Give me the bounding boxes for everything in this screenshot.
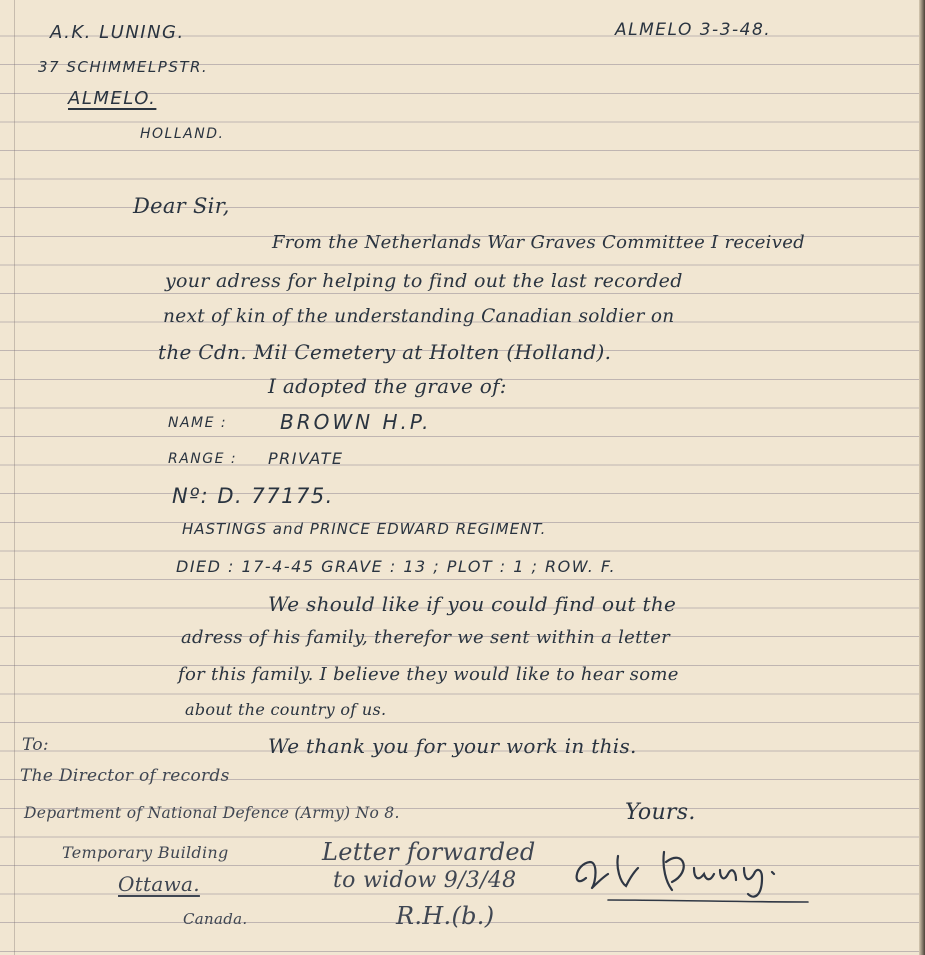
sender-country: HOLLAND.	[140, 126, 225, 142]
annotation-line-1: Letter forwarded	[322, 838, 536, 866]
addressee-line-1: The Director of records	[20, 766, 230, 786]
closing-line-2: adress of his family, therefor we sent within a letter	[181, 627, 671, 648]
body-line-3: next of kin of the understanding Canadian soldier on	[163, 306, 675, 327]
grave-number: Nº: D. 77175.	[172, 484, 334, 508]
addressee-line-3: Temporary Building	[62, 843, 229, 862]
closing-line-1: We should like if you could find out the	[268, 592, 677, 616]
grave-died-location: DIED : 17-4-45 GRAVE : 13 ; PLOT : 1 ; ROW. F.	[176, 557, 617, 576]
addressee-line-4: Ottawa.	[118, 872, 200, 896]
body-line-4: the Cdn. Mil Cemetery at Holten (Holland).	[158, 340, 612, 364]
signature-scribble	[568, 838, 813, 908]
closing-line-3: for this family. I believe they would like to hear some	[178, 664, 679, 685]
letter-date: ALMELO 3-3-48.	[615, 20, 772, 40]
addressee-line-2: Department of National Defence (Army) No 8.	[24, 804, 400, 822]
annotation-initials: R.H.(b.)	[396, 902, 495, 930]
grave-rank-label: RANGE :	[168, 451, 238, 467]
salutation: Dear Sir,	[133, 194, 230, 218]
closing-line-4: about the country of us.	[185, 700, 387, 719]
addressee-to: To:	[22, 735, 49, 755]
addressee-line-5: Canada.	[183, 910, 248, 928]
body-line-2: your adress for helping to find out the last recorded	[165, 270, 683, 292]
body-line-5: I adopted the grave of:	[268, 374, 507, 398]
grave-regiment: HASTINGS and PRINCE EDWARD REGIMENT.	[182, 520, 547, 538]
signoff: Yours.	[625, 800, 696, 825]
grave-name-value: BROWN H.P.	[280, 410, 432, 434]
annotation-line-2: to widow 9/3/48	[333, 868, 517, 893]
grave-name-label: NAME :	[168, 415, 228, 431]
grave-rank-value: PRIVATE	[268, 449, 344, 468]
closing-line-5: We thank you for your work in this.	[268, 734, 637, 758]
sender-name: A.K. LUNING.	[50, 22, 185, 43]
sender-city: ALMELO.	[68, 88, 157, 109]
body-line-1: From the Netherlands War Graves Committee I received	[272, 232, 805, 253]
page-edge-shadow	[919, 0, 925, 955]
signature	[568, 838, 813, 908]
sender-street: 37 SCHIMMELPSTR.	[38, 58, 209, 76]
